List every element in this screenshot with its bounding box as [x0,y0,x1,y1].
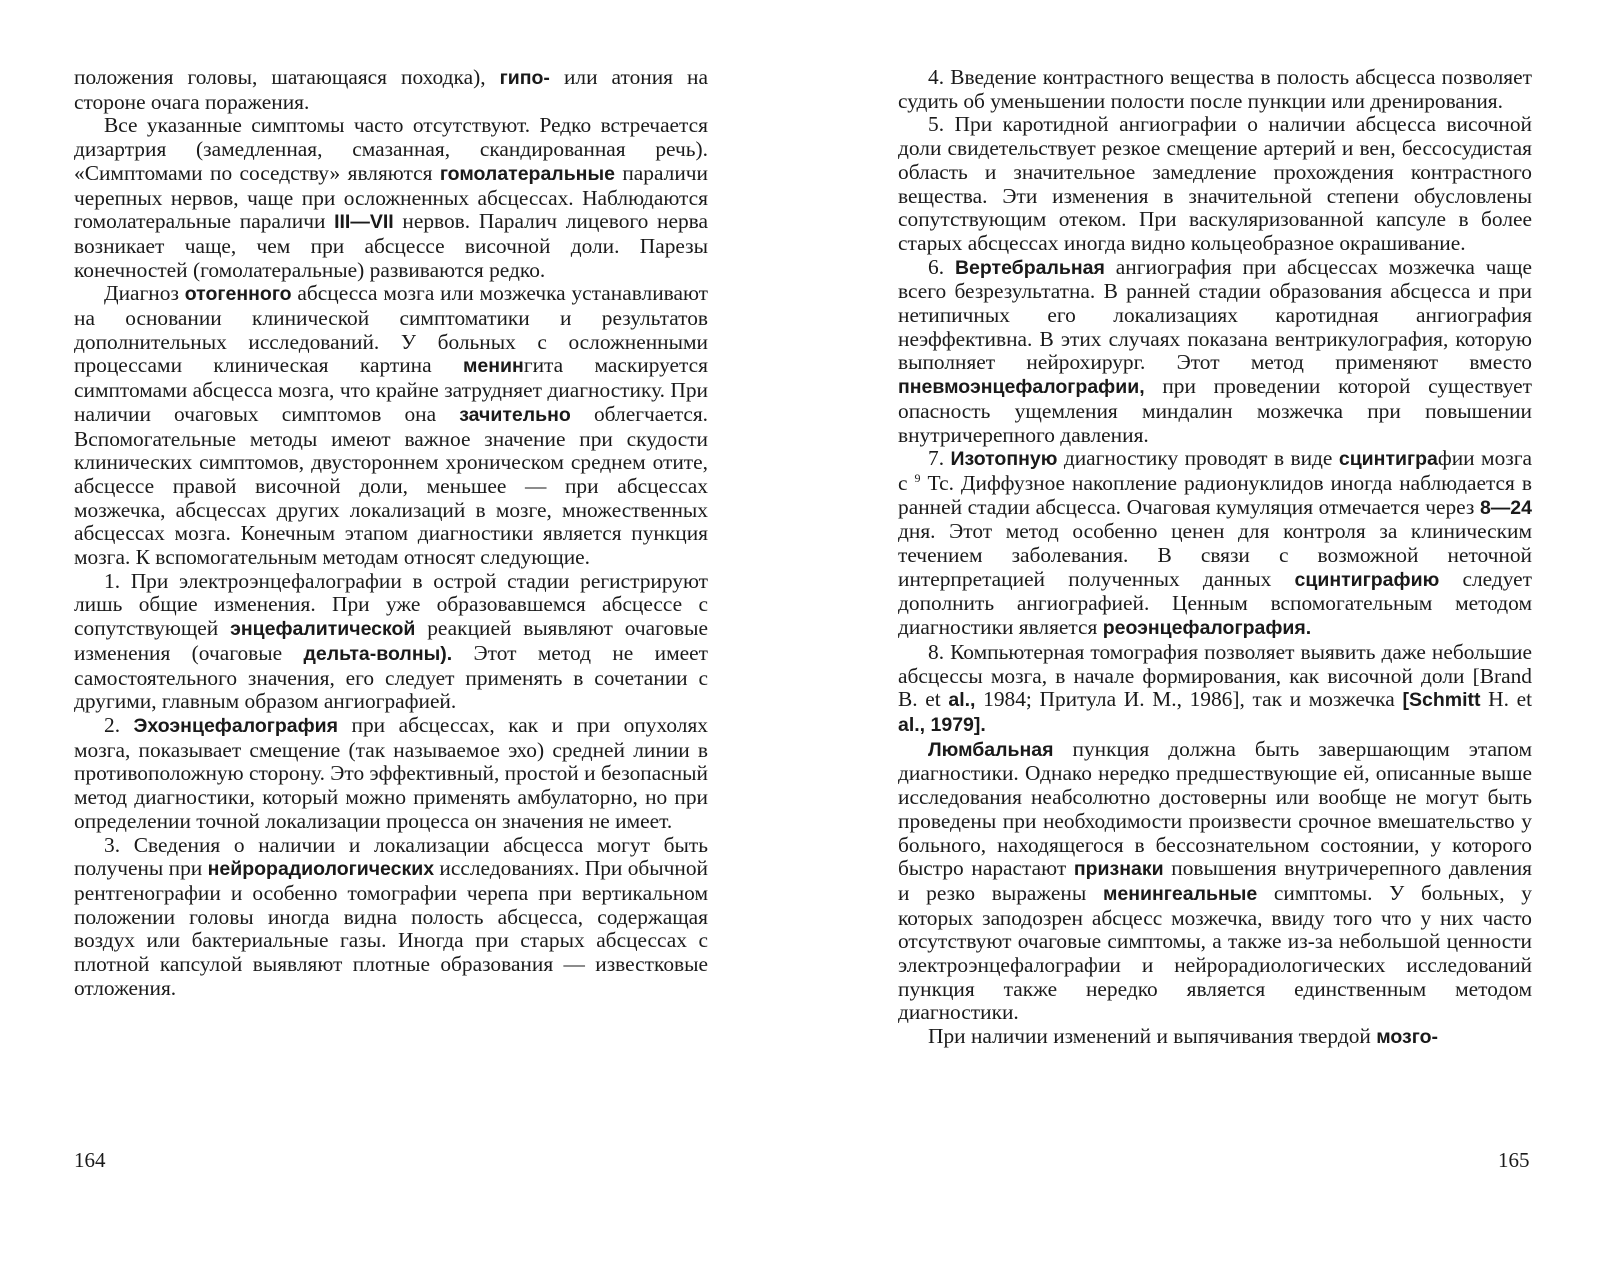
text-run: исследованиях. При обычной рентгенографии и особенно томографии черепа при вертикальном положении головы иногда видна полость абсцесса, содержащая воздух или бактериальные газы. Иногда при старых абсцессах с плотной капсулой выявляют плотные образования — известковые отложения. [74,856,708,1000]
text-run: 6. [928,254,955,279]
text-run: следует дополнить ангиографией. Ценным вспомогательным методом диагностики является [898,566,1532,640]
bold-term: нейрорадиологических [207,858,435,881]
paragraph [74,570,708,714]
text-run: ангиография при абсцессах мозжечка чаще всего безрезультатна. В ранней стадии образования абсцесса и при нетипичных его локализациях каротидная ангиография неэффективна. В этих случаях показана вентрикулография, которую выполняет нейрохирург. Этот метод применяют вместо [898,254,1533,375]
text-run: 5. При каротидной ангиографии о наличии абсцесса височной доли свидетельствует резкое смещение артерий и вен, бессосудистая область и значительное замедление прохождения контрастного вещества. Эти изменения в значительной степени обусловлены сопутствующим отеком. При васкуляризованной капсуле в более старых абсцессах иногда видно кольцеобразное окрашивание. [898,112,1532,255]
right-page-number: 165 [1498,1148,1530,1172]
text-run: гита маскируется симптомами абсцесса мозга, что крайне затрудняет диагностику. При наличии очаговых симптомов она [74,353,708,426]
text-run: дня. Этот метод особенно ценен для контроля за клиническим течением заболевания. В связи с возможной неточной интерпретацией полученных данных [898,519,1532,591]
text-run: симптомы. У больных, у которых заподозрен абсцесс мозжечка, ввиду того что у них часто отсутствуют очаговые симптомы, а также из-за небольшой ценности электроэнцефалографии и нейрорадиологических исследований пункция также нередко является единственным методом диагностики. [898,880,1532,1025]
bold-term: Изотопную [950,448,1058,471]
bold-term: пневмоэнцефалографии, [898,376,1145,399]
text-run: при абсцессах, как и при опухолях мозга, показывает смещение (так называемое эхо) средней линии в противоположную сторону. Это эффективный, простой и безопасный метод диагностики, который можно применять амбулаторно, но при определении точной локализации процесса он значения не имеет. [74,712,708,833]
text-run: 7. [928,446,951,471]
bold-term: al., 1979]. [898,713,986,736]
text-run: облегчается. Вспомогательные методы имеют важное значение при скудости клинических симптомов, двустороннем хроническом среднем отите, абсцессе правой височной доли, меньшее — при абсцессах мозжечка, абсцессах других локализаций в мозге, множественных абсцессах мозга. Конечным этапом диагностики является пункция мозга. К вспомогательным методам относят следующие. [74,401,708,570]
paragraph [74,114,708,282]
bold-term: гипо- [499,67,550,89]
bold-term: сцинтигра [1338,448,1438,471]
paragraph [74,66,708,114]
bold-term: мозго- [1376,1026,1438,1049]
text-run: 3. Сведения о наличии и локализации абсцесса могут быть получены при [74,832,708,881]
paragraph [898,113,1532,255]
text-run: Этот метод не имеет самостоятельного значения, его следует применять в сочетании с другими, главным образом ангиографией. [74,640,708,714]
bold-term: менин [462,355,524,378]
paragraph [898,641,1532,738]
text-run: 8. Компьютерная томография позволяет выявить даже небольшие абсцессы мозга, в начале формирования, как височной доли [Brand B. et [898,639,1532,712]
paragraph [74,282,708,569]
paragraph [74,714,708,834]
text-run: нервов. Паралич лицевого нерва возникает чаще, чем при абсцессе височной доли. Парезы конечностей (гомолатеральные) развиваются редко. [74,209,708,282]
bold-term: реоэнцефалография. [1102,617,1312,640]
paragraph [74,834,708,1001]
text-run: положения головы, шатающаяся походка), [74,65,500,89]
text-run: пункция должна быть завершающим этапом диагностики. Однако нередко предшествующие ей, описанные выше исследования неабсолютно достоверны или вообще не могут быть проведены при необходимости произвести срочное вмешательство у больного, находящегося в бессознательном состоянии, у которого быстро нарастают [898,736,1532,881]
text-run: абсцесса мозга или мозжечка устанавливают на основании клинической симптоматики и результатов дополнительных исследований. У больных с осложненными процессами клиническая картина [74,281,709,378]
bold-term: Вертебральная [954,256,1105,279]
bold-term: отогенного [184,283,292,306]
text-run: или атония на стороне очага поражения. [74,65,708,114]
text-run: диагностику проводят в виде [1057,446,1339,471]
bold-term: сцинтиграфию [1294,568,1440,591]
text-run: H. et [1480,687,1533,712]
right-page-text [898,66,1532,1050]
text-run: фии мозга с [898,446,1532,495]
bold-term: al., [948,689,976,712]
text-run: при проведении которой существует опасность ущемления миндалин мозжечка при повышении внутричерепного давления. [898,374,1532,447]
text-run: 2. [104,712,134,737]
bold-term: 8—24 [1479,496,1532,519]
bold-term: гомолатеральные [439,162,615,185]
paragraph [898,1025,1532,1050]
text-run: 4. Введение контрастного вещества в полость абсцесса позволяет судить об уменьшении полости после пункции или дренирования. [898,65,1532,113]
bold-term: признаки [1073,858,1164,881]
bold-term: зачительно [459,403,571,426]
text-run: 1984; Притула И. М., 1986], так и мозжечка [975,687,1403,712]
bold-term: энцефалитической [230,618,416,641]
text-run: Диагноз [104,281,185,306]
bold-term: III—VII [334,211,394,234]
text-run: При наличии изменений и выпячивания твердой [928,1024,1377,1049]
text-run: повышения внутричерепного давления и резко выражены [898,856,1532,905]
bold-term: Люмбальная [928,738,1054,761]
bold-term: [Schmitt [1402,689,1481,712]
bold-term: Эхоэнцефалография [133,714,339,737]
paragraph [898,738,1532,1025]
text-run: 1. При электроэнцефалографии в острой стадии регистрируют лишь общие изменения. При уже образовавшемся абсцессе с сопутствующей [74,568,708,641]
left-page-number: 164 [74,1148,106,1172]
paragraph [898,447,1532,641]
superscript: 9 [914,470,921,485]
paragraph [898,256,1532,448]
bold-term: дельта-волны). [303,642,453,665]
text-run: параличи черепных нервов, чаще при осложненных абсцессах. Наблюдаются гомолатеральные параличи [74,160,708,234]
text-run: Tc. Диффузное накопление радионуклидов иногда наблюдается в ранней стадии абсцесса. Очаговая кумуляция отмечается через [898,470,1532,519]
text-run: Все указанные симптомы часто отсутствуют. Редко встречается дизартрия (замедленная, смазанная, скандированная речь). «Симптомами по соседству» являются [74,113,708,185]
paragraph [898,66,1532,113]
bold-term: менингеальные [1102,882,1258,905]
text-run: реакцией выявляют очаговые изменения (очаговые [74,616,709,665]
left-page-text [74,66,708,1000]
